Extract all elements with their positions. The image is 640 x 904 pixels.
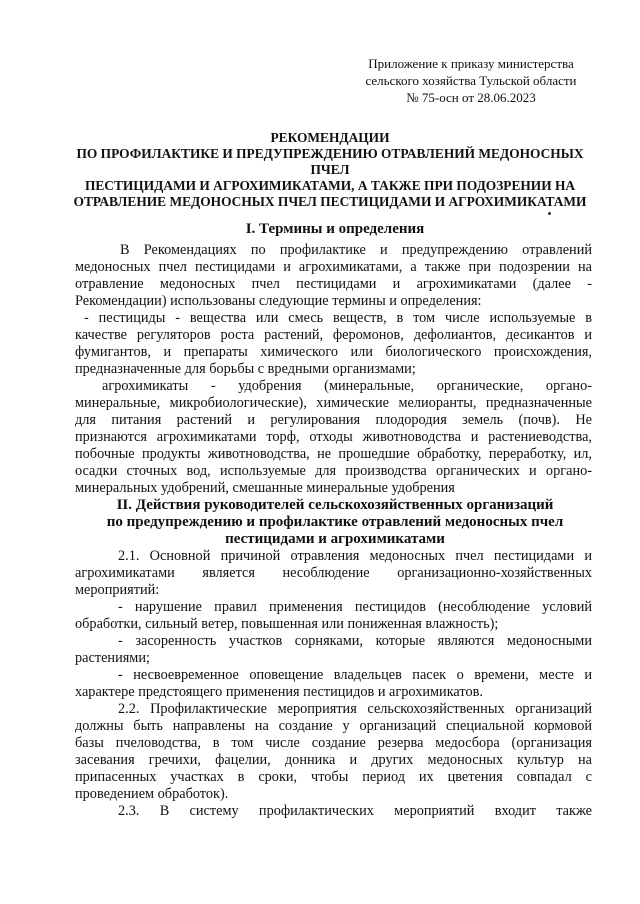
paragraph-line: агрохимикатами является несоблюдение организационно-хозяйственных <box>75 565 592 581</box>
paragraph-line: предназначенные для борьбы с вредными организмами; <box>75 361 416 377</box>
title-line: ПЕСТИЦИДАМИ И АГРОХИМИКАТАМИ, А ТАКЖЕ ПРИ ПОДОЗРЕНИИ НА <box>84 178 576 193</box>
scan-mark <box>548 212 551 215</box>
paragraph-line: - нарушение правил применения пестицидов (несоблюдение условий <box>118 599 592 615</box>
paragraph-line: должны быть направлены на создание у организаций специальной кормовой <box>75 718 592 734</box>
document-title <box>70 130 590 210</box>
title-line: РЕКОМЕНДАЦИИ <box>270 130 390 145</box>
paragraph-line: - пестициды - вещества или смесь веществ, в том числе используемые в <box>84 310 592 326</box>
section-heading-text: пестицидами и агрохимикатами <box>225 531 445 547</box>
paragraph-line: 2.1. Основной причиной отравления медоносных пчел пестицидами и <box>118 548 592 564</box>
title-line: ПЧЕЛ <box>310 162 350 177</box>
paragraph-line: для питания растений и регулирования плодородия земель (почв). Не <box>75 412 592 428</box>
section-1-heading <box>75 221 595 238</box>
paragraph-line: минеральных удобрений, смешанные минеральные удобрения <box>75 480 455 496</box>
paragraph-line: медоносных пчел пестицидами и агрохимикатами, а также при подозрении на <box>75 259 592 275</box>
paragraph-line: побочные продукты животноводства, не прошедшие обработку, переработку, ил, <box>75 446 592 462</box>
title-line: ОТРАВЛЕНИЕ МЕДОНОСНЫХ ПЧЕЛ ПЕСТИЦИДАМИ И АГРОХИМИКАТАМИ <box>73 194 587 209</box>
title-line: ПО ПРОФИЛАКТИКЕ И ПРЕДУПРЕЖДЕНИЮ ОТРАВЛЕНИЙ МЕДОНОСНЫХ <box>76 146 584 161</box>
paragraph-line: - несвоевременное оповещение владельцев пасек о времени, месте и <box>118 667 592 683</box>
paragraph-line: растениями; <box>75 650 150 666</box>
section-2-heading <box>75 497 595 548</box>
paragraph-line: агрохимикаты - удобрения (минеральные, органические, органо- <box>102 378 592 394</box>
paragraph-line: 2.2. Профилактические мероприятия сельскохозяйственных организаций <box>118 701 592 717</box>
paragraph-line: минеральные, микробиологические), химические мелиоранты, предназначенные <box>75 395 592 411</box>
paragraph-line: характере предстоящего применения пестицидов и агрохимикатов. <box>75 684 483 700</box>
paragraph-line: 2.3. В систему профилактических мероприятий входит также <box>118 803 592 819</box>
section-heading-text: I. Термины и определения <box>245 221 425 237</box>
paragraph-line: осадки сточных вод, используемые для производства органических и органо- <box>75 463 592 479</box>
paragraph-line: обработки, сильный ветер, повышенная или пониженная влажность); <box>75 616 499 632</box>
paragraph-line: припасенных участках в сроки, чтобы период их цветения совпадал с <box>75 769 592 785</box>
paragraph-line: базы пчеловодства, в том числе создание резерва медосбора (организация <box>75 735 592 751</box>
paragraph-line: - засоренность участков сорняками, которые являются медоносными <box>118 633 592 649</box>
paragraph-line: мероприятий: <box>75 582 160 598</box>
paragraph-line: признаются агрохимикатами торф, отходы животноводства и растениеводства, <box>75 429 592 445</box>
paragraph-line: Рекомендации) использованы следующие термины и определения: <box>75 293 482 309</box>
appendix-line: № 75-осн от 28.06.2023 <box>406 90 536 105</box>
paragraph-line: проведением обработок). <box>75 786 229 802</box>
appendix-header <box>346 55 596 106</box>
paragraph-line: фумигантов, и препараты химического или биологического происхождения, <box>75 344 592 360</box>
paragraph-line: качестве регуляторов роста растений, феромонов, дефолиантов, десикантов и <box>75 327 592 343</box>
paragraph-line: В Рекомендациях по профилактике и предупреждению отравлений <box>120 242 592 258</box>
appendix-line: Приложение к приказу министерства <box>368 56 574 71</box>
paragraph-line: отравление медоносных пчел пестицидами и агрохимикатами (далее - <box>75 276 592 292</box>
section-heading-text: II. Действия руководителей сельскохозяйственных организаций <box>116 497 554 513</box>
paragraph-line: засевания гречихи, фацелии, донника и других медоносных культур на <box>75 752 592 768</box>
appendix-line: сельского хозяйства Тульской области <box>365 73 577 88</box>
section-heading-text: по предупреждению и профилактике отравлений медоносных пчел <box>106 514 564 530</box>
